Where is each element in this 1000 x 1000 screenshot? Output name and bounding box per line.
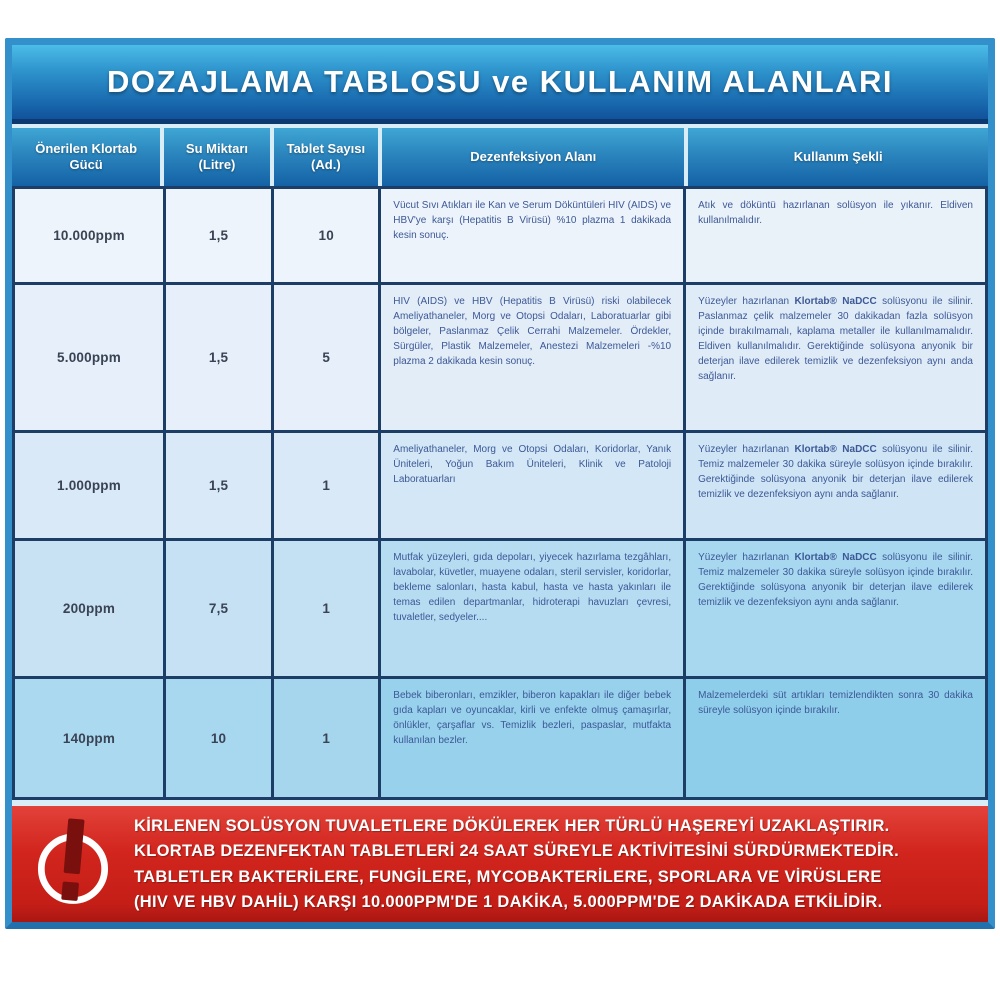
cell-ppm: 10.000ppm <box>15 189 163 282</box>
cell-usage-method: Yüzeyler hazırlanan Klortab® NaDCC solüsyonu ile silinir. Paslanmaz çelik malzemeler 30 dakikadan fazla solüsyon içinde bırakılmamalı, kaplama metaller ile kullanılmamalıdır. Eldiven kullanılmalıdır. Gerektiğinde solüsyona anyonik bir deterjan ilave edilerek temizlik ve dezenfeksiyon aynı anda sağlanır. <box>686 285 985 430</box>
cell-usage-method: Yüzeyler hazırlanan Klortab® NaDCC solüsyonu ile silinir. Temiz malzemeler 30 dakika süreyle solüsyon içinde bırakılır. Gerektiğinde solüsyona anyonik bir deterjan ilave edilerek temizlik ve dezenfeksiyon aynı anda sağlanır. <box>686 433 985 538</box>
warning-text <box>134 817 988 911</box>
cell-ppm: 200ppm <box>15 541 163 676</box>
cell-disinfection-area: HIV (AIDS) ve HBV (Hepatitis B Virüsü) riski olabilecek Ameliyathaneler, Morg ve Otopsi Odaları, Laboratuarlar gibi bölgeler, Paslanmaz Çelik Cerrahi Malzemeler. Ördekler, Sürgüler, Plastik Malzemeler, Anestezi Malzemeleri -%10 plazma 2 dakikada kesin sonuç. <box>381 285 683 430</box>
cell-water: 1,5 <box>166 189 271 282</box>
warning-line: TABLETLER BAKTERİLERE, FUNGİLERE, MYCOBAKTERİLERE, SPORLARA VE VİRÜSLERE <box>134 867 882 886</box>
cell-tablets: 10 <box>274 189 378 282</box>
cell-water: 10 <box>166 679 271 797</box>
column-header-usage-method: Kullanım Şekli <box>688 128 988 186</box>
cell-disinfection-area: Mutfak yüzeyleri, gıda depoları, yiyecek hazırlama tezgâhları, lavabolar, küvetler, muayene odaları, steril servisler, koridorlar, bekleme salonları, hasta kabul, hasta ve hasta yakınları ile temas edilen departmanlar, hidroterapi havuzları çevresi, tuvaletler, sedyeler.... <box>381 541 683 676</box>
cell-water: 7,5 <box>166 541 271 676</box>
cell-disinfection-area: Ameliyathaneler, Morg ve Otopsi Odaları, Koridorlar, Yanık Üniteleri, Yoğun Bakım Üniteleri, Klinik ve Patoloji Laboratuarları <box>381 433 683 538</box>
column-header-disinfection-area: Dezenfeksiyon Alanı <box>382 128 684 186</box>
warning-line: KİRLENEN SOLÜSYON TUVALETLERE DÖKÜLEREK HER TÜRLÜ HAŞEREYİ UZAKLAŞTIRIR. <box>134 817 890 836</box>
cell-ppm: 140ppm <box>15 679 163 797</box>
chart-title: DOZAJLAMA TABLOSU ve KULLANIM ALANLARI <box>106 64 894 99</box>
warning-banner <box>12 806 988 922</box>
cell-disinfection-area: Bebek biberonları, emzikler, biberon kapakları ile diğer bebek gıda kapları ve oyuncaklar, kirli ve enfekte olmuş çamaşırlar, önlükler, çarşaflar vs. Temizlik bezleri, paspaslar, mutfakta kullanılan bezler. <box>381 679 683 797</box>
cell-ppm: 5.000ppm <box>15 285 163 430</box>
cell-disinfection-area: Vücut Sıvı Atıkları ile Kan ve Serum Döküntüleri HIV (AIDS) ve HBV'ye karşı (Hepatitis B Virüsü) %10 plazma 1 dakikada kesin sonuç. <box>381 189 683 282</box>
table-body <box>12 186 988 800</box>
cell-usage-method: Malzemelerdeki süt artıkları temizlendikten sonra 30 dakika süreyle solüsyon içinde bırakılır. <box>686 679 985 797</box>
cell-usage-method: Atık ve döküntü hazırlanan solüsyon ile yıkanır. Eldiven kullanılmalıdır. <box>686 189 985 282</box>
cell-tablets: 1 <box>274 679 378 797</box>
warning-line: KLORTAB DEZENFEKTAN TABLETLERİ 24 SAAT SÜREYLE AKTİVİTESİNİ SÜRDÜRMEKTEDİR. <box>134 842 900 861</box>
exclamation-circle-icon <box>12 816 134 912</box>
cell-usage-method: Yüzeyler hazırlanan Klortab® NaDCC solüsyonu ile silinir. Temiz malzemeler 30 dakika süreyle solüsyon içinde bırakılır. Gerektiğinde solüsyona anyonik bir deterjan ilave edilerek temizlik ve dezenfeksiyon aynı anda sağlanır. <box>686 541 985 676</box>
cell-water: 1,5 <box>166 433 271 538</box>
warning-line: (HIV VE HBV DAHİL) KARŞI 10.000PPM'DE 1 DAKİKA, 5.000PPM'DE 2 DAKİKADA ETKİLİDİR. <box>134 892 883 911</box>
chart-title-band <box>12 45 988 124</box>
cell-tablets: 1 <box>274 433 378 538</box>
table-header <box>12 128 988 186</box>
cell-water: 1,5 <box>166 285 271 430</box>
column-header-klortab-strength: Önerilen Klortab Gücü <box>12 128 160 186</box>
dosing-chart <box>5 38 995 929</box>
column-header-tablet-count: Tablet Sayısı (Ad.) <box>274 128 378 186</box>
column-header-water-amount: Su Miktarı (Litre) <box>164 128 269 186</box>
cell-ppm: 1.000ppm <box>15 433 163 538</box>
cell-tablets: 5 <box>274 285 378 430</box>
cell-tablets: 1 <box>274 541 378 676</box>
